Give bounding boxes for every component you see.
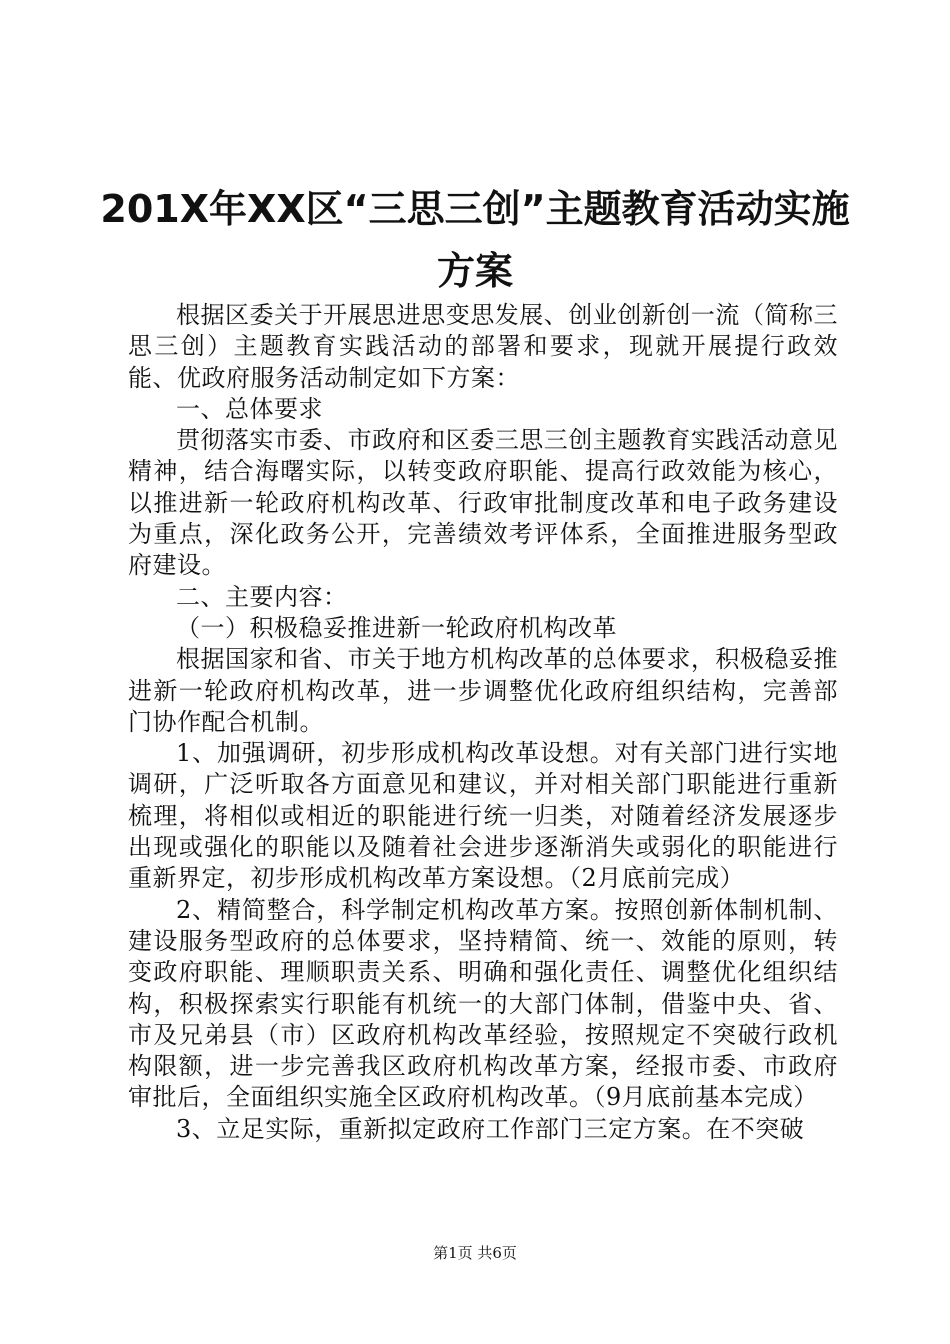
page-footer: 第1页 共6页 — [433, 1244, 517, 1262]
document-title-line-1: 201X年XX区“三思三创”主题教育活动实施 — [100, 187, 850, 231]
section-heading-general-requirements: 一、总体要求 — [176, 394, 323, 423]
paragraph-general-requirements: 贯彻落实市委、市政府和区委三思三创主题教育实践活动意见精神，结合海曙实际，以转变政府职能、提高行政效能为核心，以推进新一轮政府机构改革、行政审批制度改革和电子政务建设为重点，深化政务公开，完善绩效考评体系，全面推进服务型政府建设。 — [128, 426, 838, 580]
paragraph-intro: 根据区委关于开展思进思变思发展、创业创新创一流（简称三思三创）主题教育实践活动的部署和要求，现就开展提行政效能、优政府服务活动制定如下方案： — [128, 301, 838, 392]
paragraph-reform-overview: 根据国家和省、市关于地方机构改革的总体要求，积极稳妥推进新一轮政府机构改革，进一步调整优化政府组织结构，完善部门协作配合机制。 — [128, 645, 838, 736]
document-title-line-2: 方案 — [436, 249, 513, 293]
paragraph-item-3: 3、立足实际，重新拟定政府工作部门三定方案。在不突破 — [176, 1114, 805, 1143]
subsection-heading-institutional-reform: （一）积极稳妥推进新一轮政府机构改革 — [176, 613, 617, 642]
section-heading-main-content: 二、主要内容： — [176, 582, 348, 611]
document-body — [128, 300, 838, 1145]
paragraph-item-1: 1、加强调研，初步形成机构改革设想。对有关部门进行实地调研，广泛听取各方面意见和建议，并对相关部门职能进行重新梳理，将相似或相近的职能进行统一归类，对随着经济发展逐步出现或强化的职能以及随着社会进步逐渐消失或弱化的职能进行重新界定，初步形成机构改革方案设想。（2月底前完成） — [128, 739, 838, 893]
paragraph-item-2: 2、精简整合，科学制定机构改革方案。按照创新体制机制、建设服务型政府的总体要求，坚持精简、统一、效能的原则，转变政府职能、理顺职责关系、明确和强化责任、调整优化组织结构，积极探索实行职能有机统一的大部门体制，借鉴中央、省、市及兄弟县（市）区政府机构改革经验，按照规定不突破行政机构限额，进一步完善我区政府机构改革方案，经报市委、市政府审批后，全面组织实施全区政府机构改革。（9月底前基本完成） — [128, 895, 838, 1112]
